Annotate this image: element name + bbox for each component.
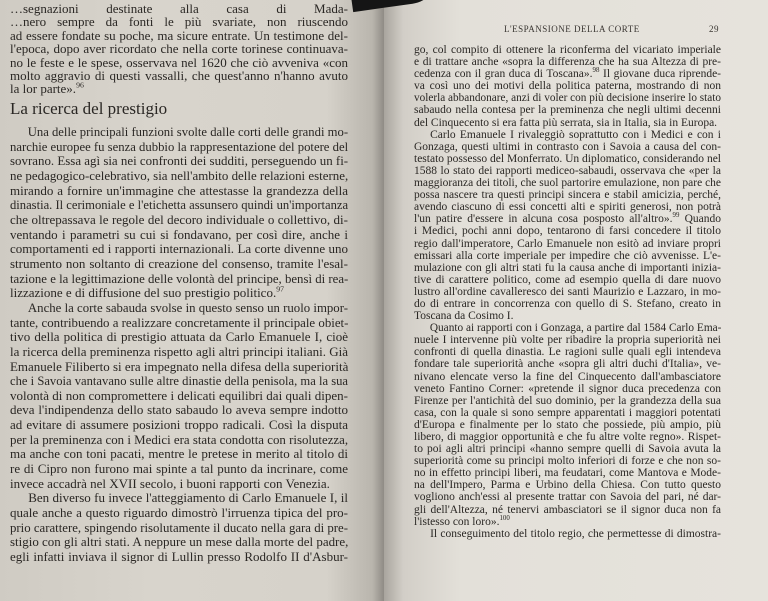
line-text: dinastia. Il cerimoniale e l'etichetta assunsero quindi un'importanza <box>10 197 349 213</box>
line-text: l'un patire d'essere in alcuna cosa posposto all'altro». <box>414 213 673 226</box>
text-line <box>414 395 721 407</box>
text-line <box>414 346 721 358</box>
text-line <box>10 286 348 301</box>
text-line <box>414 165 721 177</box>
text-line <box>414 80 721 92</box>
line-text: libero, di maggior opportunità e che fu altre volte regno». Rispet- <box>414 431 721 443</box>
line-text: 1588 lo stato dei rapporti mediceo-sabaudi, osservava che «per la <box>414 164 721 177</box>
line-text: …segnazioni destinate alla casa di Mada- <box>10 1 348 16</box>
line-text: ma anche con toni pacati, mentre le pretese in merito al titolo di <box>10 446 348 462</box>
text-line <box>10 360 348 375</box>
footnote-marker: 98 <box>592 67 600 75</box>
text-line <box>414 431 721 443</box>
line-text: Emanuele Filiberto si era impegnato nella difesa della superiorità <box>10 358 349 374</box>
line-text: Una delle principali funzioni svolte dalle corti delle grandi mo- <box>27 124 349 139</box>
line-text: strumento non soltanto di creazione del consenso, tramite l'esal- <box>10 255 348 271</box>
text-line <box>10 257 348 272</box>
text-line <box>414 177 721 189</box>
line-text: la lor parte». <box>10 81 77 97</box>
text-line <box>10 330 348 345</box>
text-line <box>414 504 721 516</box>
line-text: go, col compito di ottenere la riconferma del vicariato imperiale <box>414 44 721 56</box>
text-line <box>414 250 721 262</box>
text-line <box>414 298 721 310</box>
line-text: narchie europee fu senza dubbio la rappresentazione del potere del <box>10 138 349 154</box>
line-text: nivano elencate verso la fine del Cinquecento dall'ambasciatore <box>414 370 721 383</box>
text-line <box>414 274 721 286</box>
line-text: Firenze per l'antichità del suo dominio, per la grandezza della sua <box>414 394 721 407</box>
text-line <box>10 491 348 506</box>
running-head-title: L'ESPANSIONE DELLA CORTE <box>504 24 640 34</box>
line-text: gli dell'Altezza, né tenervi ambasciatori se il signor duca non fa <box>414 503 721 516</box>
text-line <box>414 129 721 141</box>
text-line <box>10 301 348 316</box>
line-text: invece accadrà nel XVII secolo, i buoni rapporti con Venezia. <box>10 475 330 491</box>
text-line <box>414 104 721 116</box>
text-line <box>414 117 721 129</box>
line-text: na dell'Impero, Parma e Urbino della Chiesa. Con tutto questo <box>414 479 721 492</box>
text-line <box>414 310 721 322</box>
line-text: regio dall'imperatore, Carlo Emanuele non esitò ad inviare propri <box>414 237 721 250</box>
running-header <box>504 24 719 35</box>
text-line <box>10 535 348 550</box>
line-text: superiorità come su principi molto inferiori di forze e che non so- <box>414 455 721 468</box>
line-text: che i Savoia vantavano sulle altre dinastie della penisola, ma la sua <box>10 373 348 389</box>
text-line <box>10 462 348 477</box>
line-text: possa nascere tra questi principi sincera e stabil amicizia, perché, <box>414 189 721 202</box>
text-line <box>414 56 721 68</box>
text-line <box>414 419 721 431</box>
text-line <box>10 403 348 418</box>
line-text: cedenza con il gran duca di Toscana». <box>414 68 593 81</box>
line-text: molto aggravio di questi vassalli, che quest'anno n'hanno avuto <box>10 68 348 84</box>
text-line <box>10 418 348 433</box>
line-text: tive di carattere politico, come ad esempio quella di dare nuovo <box>414 273 721 286</box>
text-line <box>10 433 348 448</box>
text-line <box>414 286 721 298</box>
text-line <box>10 198 348 213</box>
line-text: Gonzaga, questi ultimi in contrasto con i Savoia a causa del con- <box>414 140 721 153</box>
line-text: stigio con gli altri stati. A neppure un mese dalla morte del padre, <box>10 534 349 550</box>
text-line <box>10 125 348 140</box>
line-text-continued: Il giovane duca riprende- <box>599 68 722 81</box>
text-line <box>414 92 721 104</box>
line-text: no in effetto principi liberi, ma feudatari, come Mantova e Mode- <box>414 467 721 480</box>
line-text: …nero sempre da fonti le più svariate, non riuscendo <box>10 14 348 30</box>
line-text: va così uno dei motivi della politica paterna, mostrando di non <box>414 80 721 93</box>
text-line <box>414 225 721 237</box>
text-line <box>414 238 721 250</box>
text-line <box>414 407 721 419</box>
text-line <box>10 477 348 492</box>
text-line <box>414 334 721 346</box>
line-text: to poi agli altri principi «hanno sempre quelli di Savoia avuta la <box>414 443 721 456</box>
line-text: Quanto ai rapporti con i Gonzaga, a partire dal 1584 Carlo Ema- <box>429 322 722 335</box>
text-line <box>10 447 348 462</box>
line-text: mirando a fornire un'immagine che attestasse la grandezza della <box>10 182 348 198</box>
line-text: lizzazione e di diffusione del suo prestigio politico. <box>10 285 277 301</box>
line-text: emissari alla corte imperiale per impedire che ciò avvenisse. L'e- <box>414 249 721 262</box>
line-text: del Cinquecento si era fatta più serrata, sia in Italia, sia in Europa. <box>414 116 718 129</box>
line-text: nuele I intervenne più volte per ribadire la propria superiorità nei <box>414 334 721 347</box>
line-text: d'Europa e finalmente per lo stato che possiede, più ampio, più <box>414 418 721 431</box>
continued-paragraph <box>10 2 348 96</box>
section-body <box>10 125 348 565</box>
text-line <box>414 383 721 395</box>
line-text: Carlo Emanuele I rivaleggiò soprattutto con i Medici e con i <box>430 128 721 141</box>
line-text: veneto Fantino Corner: «pretende il signor duca precedenza con <box>414 382 721 395</box>
line-text: tivo della politica di prestigio attuata da Carlo Emanuele I, cioè <box>10 329 348 345</box>
text-line <box>10 550 348 565</box>
text-line <box>414 528 721 540</box>
text-line <box>10 184 348 199</box>
line-text: tazione e la legittimazione delle volontà del principe, bensì di rea- <box>10 270 349 286</box>
right-book-page <box>384 0 768 601</box>
line-text: re di Cipro non furono mai spinte a tal punto da incrinare, come <box>10 461 348 477</box>
line-text: mulazione con gli altri stati fu la causa anche di importanti inizia- <box>414 261 721 274</box>
line-text: l'istesso con loro». <box>414 515 500 528</box>
text-line <box>10 521 348 536</box>
text-line <box>10 140 348 155</box>
line-text: e di trattare anche «sopra la differenza che ha sua Altezza di pre- <box>414 56 721 69</box>
line-text: ad essere fondate su poche, ma sicure entrate. Un testimone del- <box>10 27 348 43</box>
line-text: tante, contribuendo a realizzare concretamente il principale obiet- <box>10 314 349 330</box>
line-text: i Medici, pochi anni dopo, tentarono di farsi concedere il titolo <box>414 225 721 238</box>
line-text: fondare tale superiorità anche «sopra gli altri duchi d'Italia», ve- <box>414 358 721 371</box>
text-line <box>10 316 348 331</box>
text-line <box>414 479 721 491</box>
line-text: egli infatti inviava il signor di Lullin presso Rodolfo II d'Asbur- <box>10 549 348 565</box>
text-line <box>10 82 348 95</box>
line-text: Ben diverso fu invece l'atteggiamento di Carlo Emanuele I, il <box>28 490 348 506</box>
section-heading: La ricerca del prestigio <box>10 99 168 118</box>
page-body <box>414 44 721 540</box>
text-line <box>10 389 348 404</box>
line-text: deva l'indipendenza dello stato sabaudo lo aveva sempre indotto <box>10 402 348 418</box>
line-text: sovrano. Essa agì sia nei confronti dei sudditi, perseguendo un fi- <box>10 153 349 169</box>
line-text: lustro all'ordine cavalleresco dei santi Maurizio e Lazzaro, in mo- <box>414 285 721 298</box>
text-line <box>414 443 721 455</box>
text-line <box>10 213 348 228</box>
line-text: casa, con la quale si sono sempre apparentati i maggiori potentati <box>414 406 721 419</box>
footnote-marker: 99 <box>672 212 680 220</box>
text-line <box>10 56 348 69</box>
text-line <box>10 169 348 184</box>
line-text: la ricerca della preminenza rispetto agli altri principi italiani. Già <box>10 343 348 359</box>
line-text: avendo ciascuno di essi concetti alti e spiriti generosi, non potrà <box>414 201 721 214</box>
line-text: sabaudo nella contesa per la preminenza che negli ultimi decenni <box>414 104 721 117</box>
text-line <box>414 322 721 334</box>
text-line <box>414 201 721 213</box>
text-line <box>414 189 721 201</box>
line-text: testato possesso del Monferrato. Un diplomatico, considerando nel <box>414 152 721 165</box>
line-text: no le feste e le spese, osservava nel 1620 che ciò avveniva «con <box>10 54 348 70</box>
text-line <box>414 44 721 56</box>
text-line <box>10 15 348 28</box>
text-line <box>10 374 348 389</box>
line-text: per la preminenza con i Medici era stata condotta con risolutezza, <box>10 431 349 447</box>
line-text: comportamenti ed i rapporti internazionali. La corte divenne uno <box>10 241 348 257</box>
line-text: confronti di quella dinastia. Le ragioni sulle quali egli intendeva <box>414 346 721 359</box>
text-line <box>10 272 348 287</box>
line-text: che oltrepassava le regole del decoro individuale o collettivo, di- <box>10 211 348 227</box>
text-line <box>10 42 348 55</box>
line-text: volerla abbandonare, anzi di voler con più decisione inserire lo stato <box>414 92 721 105</box>
line-text: volontà di non compromettere i delicati equilibri dai quali dipen- <box>10 387 348 403</box>
text-line <box>414 491 721 503</box>
text-line <box>414 153 721 165</box>
line-text: quale anche a questo riguardo dimostrò l'irruenza tipica del pro- <box>10 505 348 521</box>
line-text: l'epoca, dopo aver ricordato che nella corte torinese continuava- <box>10 41 348 57</box>
line-text-continued: Quando <box>679 213 721 226</box>
text-line <box>10 242 348 257</box>
text-line <box>10 345 348 360</box>
line-text: do di entrare in concorrenza con quello di S. Stefano, creato in <box>414 297 721 310</box>
text-line <box>10 228 348 243</box>
text-line <box>414 516 721 528</box>
line-text: maggioranza dei titoli, che suol partorire emulazione, non pare che <box>414 177 721 190</box>
text-line <box>10 506 348 521</box>
text-line <box>414 213 721 225</box>
line-text: vogliono anch'essi al presente trattar con Savoia del pari, né dar- <box>414 491 721 504</box>
text-line <box>10 2 348 15</box>
text-line <box>414 455 721 467</box>
line-text: ventando i parametri su cui si fondavano, per così dire, anche i <box>10 226 348 242</box>
line-text: Il conseguimento del titolo regio, che permettesse di dimostra- <box>430 527 721 540</box>
text-line <box>414 68 721 80</box>
text-line <box>414 358 721 370</box>
text-line <box>414 467 721 479</box>
text-line <box>414 141 721 153</box>
text-line <box>414 262 721 274</box>
text-line <box>414 371 721 383</box>
line-text: prio carattere, spingendo risolutamente il ducato nella gara di pre- <box>10 519 348 535</box>
footnote-marker: 97 <box>276 284 284 294</box>
footnote-marker: 96 <box>76 80 84 90</box>
page-number: 29 <box>709 24 719 34</box>
text-line <box>10 154 348 169</box>
line-text: Toscana da Cosimo I. <box>414 310 514 323</box>
text-line <box>10 29 348 42</box>
footnote-marker: 100 <box>499 514 510 522</box>
line-text: Anche la corte sabauda svolse in questo senso un ruolo impor- <box>27 299 349 315</box>
line-text: ne pedagogico-celebrativo, sia nell'ambito delle relazioni esterne, <box>10 167 349 183</box>
line-text: ad evitare di assumere posizioni troppo radicali. Così la disputa <box>10 417 348 433</box>
